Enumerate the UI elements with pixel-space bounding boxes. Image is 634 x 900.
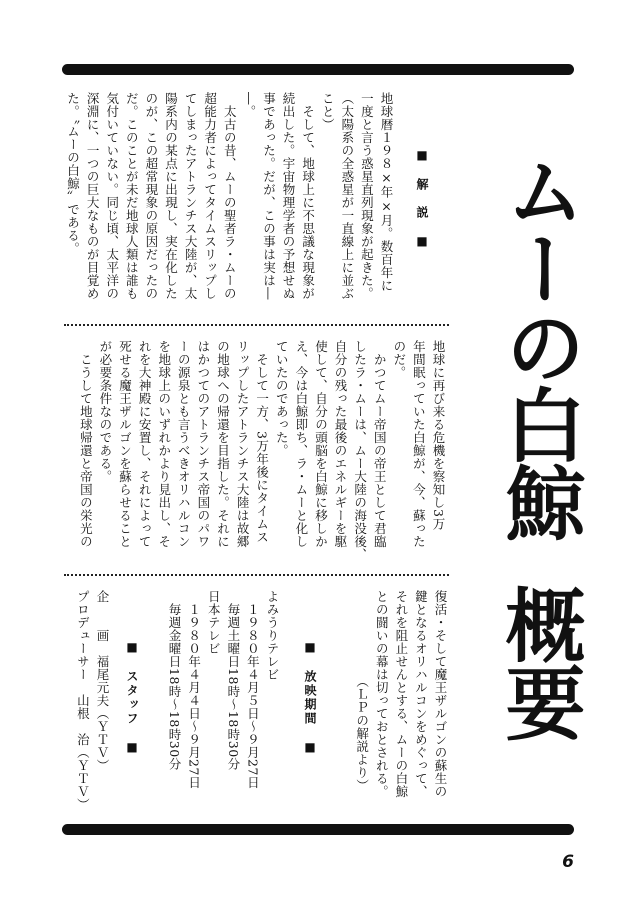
commentary-heading: ■ 解 説 ■ [415, 148, 429, 250]
broadcast-heading: ■ 放映期間 ■ [303, 640, 317, 756]
top-rule [62, 64, 574, 75]
commentary-text: 地球暦１９８×年×月。数百年に 一度と言う惑星直列現象が起きた。 （太陽系の全惑星が一直線上に並ぶ こと） そして、地球上に不思議な現象が 続出した。宇宙物理学者の予想せぬ 事であった。だが、この事は実は― ―。 太古の昔、ムーの聖者ラ・ムーの 超能力者によってタイムスリップし てしまったアトランチス大陸が、太 陽系内の某点に出現し、実在化した のが、この超常現象の原因だったの だ。このことが未だ地球人類は誰も 気付いていない。同じ頃、太平洋の 深淵に、一つの巨大なものが目覚め た。〝ムーの白鯨〟である。 [65, 92, 394, 300]
page-number: 6 [562, 852, 574, 872]
story-text: 地球に再び来る危機を察知し3万 年間眠っていた白鯨が、今、蘇った のだ。 かつてムー帝国の帝王として君臨 したラ・ムーは、ムー大陸の海没後、 自分の残った最後のエネルギーを駆 使して、自分の頭脳を白鯨に移しか え、今は白鯨即ち、ラ・ムーと化し ていたのであった。 そして一方、3万年後にタイムス リップしたアトランチス大陸は故郷 の地球への帰還を目指した。それに はかつてのアトランチス帝国のパワ ーの源泉とも言うべきオリハルコン を地球上のいずれかより見出し、そ れを大神殿に安置し、それによって 死せる魔王ザルゴンを蘇らせること が必要条件なのである。 こうして地球帰還と帝国の栄光の [78, 340, 446, 561]
title-sub: 概要 [492, 584, 585, 740]
dotted-divider-2 [64, 574, 449, 576]
dotted-divider-1 [64, 324, 449, 326]
page-title [488, 150, 588, 740]
bottom-rule [62, 824, 574, 835]
staff-text: 企 画 福尾元夫（ＹＴＶ） プロデューサー 山根 治（ＹＴＶ） [75, 590, 110, 811]
title-main: ムーの白鯨 [492, 150, 585, 540]
story-text-end: 復活・そして魔王ザルゴンの蘇生の 鍵となるオリハルコンをめぐって、 それを阻止せんとする、ムーの白鯨 との闘いの幕は切っておとされる。 （ＬＰの解説より） [354, 590, 448, 798]
broadcast-text: よみうりテレビ １９８０年４月５日～９月27日 毎週土曜日18時～18時30分 日本テレビ １９８０年４月４日～９月27日 毎週金曜日18時～18時30分 [167, 590, 280, 789]
staff-heading: ■ スタッフ ■ [125, 640, 139, 756]
